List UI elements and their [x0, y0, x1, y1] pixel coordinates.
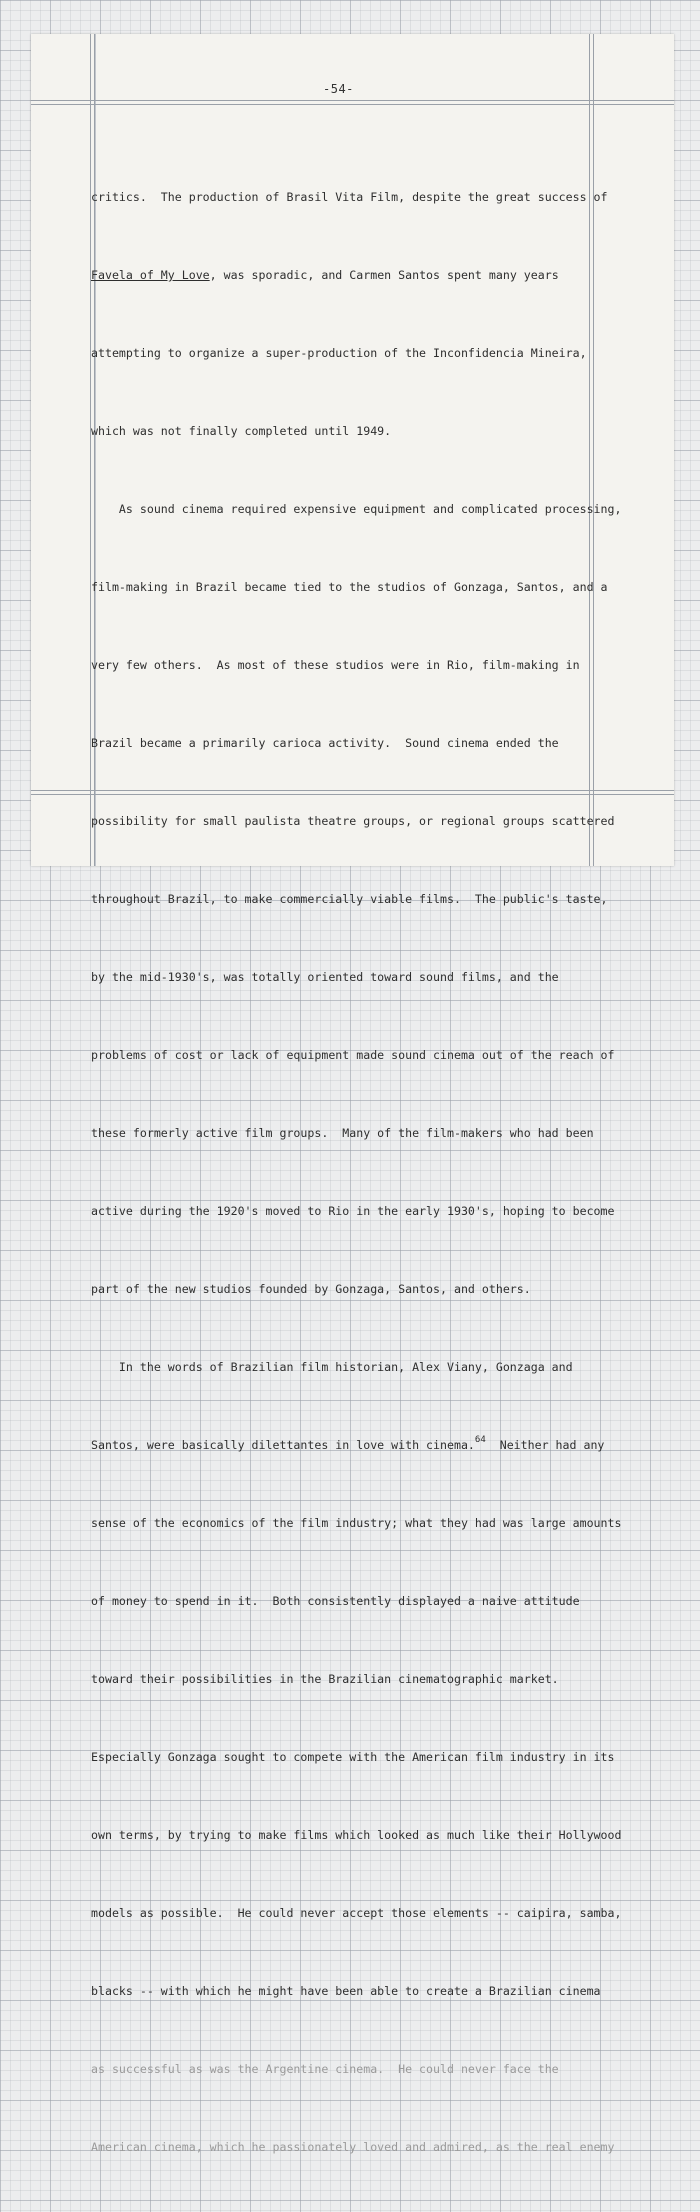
page-number: -54- — [323, 82, 354, 96]
text-line: film-making in Brazil became tied to the studios of Gonzaga, Santos, and a — [91, 580, 608, 594]
text-line: attempting to organize a super-production of the Inconfidencia Mineira, — [91, 346, 587, 360]
text-line — [91, 262, 591, 288]
text-line: by the mid-1930's, was totally oriented toward sound films, and the — [91, 970, 559, 984]
text-line: As sound cinema required expensive equipment and complicated processing, — [91, 502, 622, 516]
footnote-ref: 64 — [474, 1435, 486, 1445]
body-text — [91, 132, 622, 2212]
text-line: problems of cost or lack of equipment made sound cinema out of the reach of — [91, 1048, 615, 1062]
document-page — [31, 34, 674, 2154]
text-line: these formerly active film groups. Many of the film-makers who had been — [91, 1126, 594, 1140]
text-line: Especially Gonzaga sought to compete with the American film industry in its — [91, 1750, 615, 1764]
text-line: sense of the economics of the film industry; what they had was large amounts — [91, 1516, 622, 1530]
text-line: of money to spend in it. Both consistently displayed a naive attitude — [91, 1594, 580, 1608]
text-line: active during the 1920's moved to Rio in the early 1930's, hoping to become — [91, 1204, 615, 1218]
text-line: Brazil became a primarily carioca activity. Sound cinema ended the — [91, 736, 559, 750]
text-line: models as possible. He could never accept those elements -- caipira, samba, — [91, 1906, 622, 1920]
text-line: as successful as was the Argentine cinema. He could never face the — [91, 2062, 559, 2076]
text-line: critics. The production of Brasil Vita Film, despite the great success of — [91, 190, 608, 204]
top-margin-rule — [31, 100, 674, 105]
text-fragment: Santos, were basically dilettantes in love with cinema. — [91, 1438, 475, 1452]
text-line — [91, 1432, 605, 1458]
text-line: possibility for small paulista theatre groups, or regional groups scattered — [91, 814, 615, 828]
text-line: American cinema, which he passionately loved and admired, as the real enemy — [91, 2140, 615, 2154]
text-line: very few others. As most of these studios were in Rio, film-making in — [91, 658, 580, 672]
text-line: toward their possibilities in the Brazilian cinematographic market. — [91, 1672, 559, 1686]
text-line: part of the new studios founded by Gonzaga, Santos, and others. — [91, 1282, 531, 1296]
text-fragment: Neither had any — [485, 1438, 605, 1452]
text-fragment: , was sporadic, and Carmen Santos spent many years — [209, 268, 559, 282]
text-line: which was not finally completed until 1949. — [91, 424, 392, 438]
text-line: own terms, by trying to make films which looked as much like their Hollywood — [91, 1828, 622, 1842]
text-line: blacks -- with which he might have been able to create a Brazilian cinema — [91, 1984, 601, 1998]
text-line: In the words of Brazilian film historian, Alex Viany, Gonzaga and — [91, 1360, 573, 1374]
text-line: throughout Brazil, to make commercially viable films. The public's taste, — [91, 892, 608, 906]
film-title: Favela of My Love — [91, 268, 210, 282]
